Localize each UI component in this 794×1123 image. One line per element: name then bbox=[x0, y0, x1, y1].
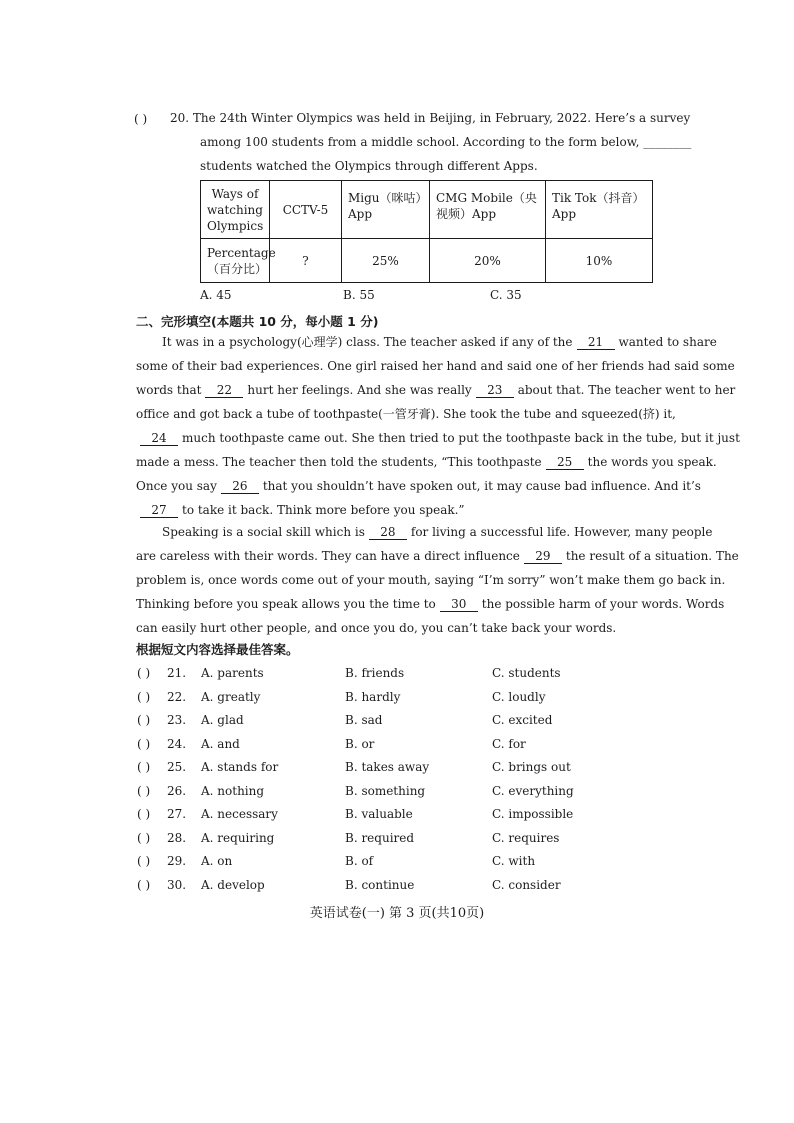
passage-text: It was in a psychology(心理学) class. The teacher asked if any of the bbox=[162, 335, 573, 349]
passage-text: the possible harm of your words. Words bbox=[481, 597, 725, 611]
option-c[interactable]: C. everything bbox=[492, 783, 574, 798]
question-number: 27. bbox=[167, 807, 187, 821]
table-header-cell: Tik Tok（抖音）App bbox=[546, 181, 653, 239]
table-header-row bbox=[201, 181, 653, 239]
passage-line bbox=[136, 548, 739, 564]
option-c[interactable]: C. for bbox=[492, 736, 526, 751]
q20-option-a[interactable]: A. 45 bbox=[200, 288, 232, 302]
answer-paren[interactable]: ( ) bbox=[137, 807, 151, 821]
passage-line bbox=[136, 478, 701, 494]
answer-paren[interactable]: ( ) bbox=[137, 666, 151, 680]
option-c[interactable]: C. requires bbox=[492, 830, 560, 845]
answer-paren[interactable]: ( ) bbox=[137, 760, 151, 774]
question-number: 29. bbox=[167, 854, 187, 868]
option-a[interactable]: A. stands for bbox=[201, 760, 279, 774]
answer-paren[interactable]: ( ) bbox=[137, 854, 151, 868]
table-row-label: Percentage（百分比） bbox=[201, 239, 270, 283]
option-b[interactable]: B. takes away bbox=[345, 760, 430, 774]
option-a[interactable]: A. parents bbox=[201, 666, 264, 680]
option-c[interactable]: C. consider bbox=[492, 877, 561, 892]
choice-row bbox=[137, 806, 587, 822]
question-number: 25. bbox=[167, 760, 187, 774]
blank-30[interactable]: 30 bbox=[440, 598, 478, 612]
option-a[interactable]: A. develop bbox=[201, 877, 265, 892]
passage-line bbox=[136, 572, 726, 588]
question-number: 26. bbox=[167, 783, 187, 798]
blank-21[interactable]: 21 bbox=[577, 336, 615, 350]
choice-row bbox=[137, 689, 587, 705]
choice-row bbox=[137, 783, 587, 799]
passage-line bbox=[136, 406, 676, 422]
passage-text: much toothpaste came out. She then tried to put the toothpaste back in the tube, but it just bbox=[182, 431, 740, 445]
blank-23[interactable]: 23 bbox=[476, 384, 514, 398]
question-number: 21. bbox=[167, 666, 187, 680]
passage-text: Once you say bbox=[136, 479, 217, 493]
passage-line bbox=[162, 334, 717, 350]
choice-row bbox=[137, 736, 587, 752]
table-cell: 20% bbox=[430, 239, 546, 283]
option-a[interactable]: A. and bbox=[201, 736, 240, 751]
answer-paren[interactable]: ( ) bbox=[137, 736, 151, 751]
option-c[interactable]: C. with bbox=[492, 854, 536, 868]
blank-22[interactable]: 22 bbox=[205, 384, 243, 398]
option-a[interactable]: A. on bbox=[201, 854, 233, 868]
passage-text: problem is, once words come out of your mouth, saying “I’m sorry” won’t make them go back in. bbox=[136, 573, 726, 587]
option-b[interactable]: B. sad bbox=[345, 713, 383, 727]
passage-text: that you shouldn’t have spoken out, it may cause bad influence. And it’s bbox=[262, 479, 701, 493]
passage-text: to take it back. Think more before you speak.” bbox=[182, 503, 465, 517]
passage-line bbox=[136, 454, 717, 470]
q20-line-3: students watched the Olympics through different Apps. bbox=[200, 159, 538, 173]
q20-line-1: 20. The 24th Winter Olympics was held in Beijing, in February, 2022. Here’s a survey bbox=[170, 111, 691, 125]
passage-line bbox=[162, 524, 713, 540]
option-a[interactable]: A. glad bbox=[201, 713, 244, 727]
instruction-heading: 根据短文内容选择最佳答案。 bbox=[136, 642, 299, 657]
question-number: 22. bbox=[167, 689, 187, 704]
passage-text: wanted to share bbox=[618, 335, 717, 349]
blank-28[interactable]: 28 bbox=[369, 526, 407, 540]
passage-line bbox=[136, 358, 735, 374]
question-number: 30. bbox=[167, 877, 187, 892]
passage-line bbox=[136, 596, 725, 612]
blank-25[interactable]: 25 bbox=[546, 456, 584, 470]
blank-24[interactable]: 24 bbox=[140, 432, 178, 446]
question-number: 28. bbox=[167, 830, 187, 845]
page-footer: 英语试卷(一) 第 3 页(共10页) bbox=[309, 906, 485, 921]
passage-text: for living a successful life. However, many people bbox=[410, 525, 713, 539]
table-cell: 10% bbox=[546, 239, 653, 283]
answer-paren[interactable]: ( ) bbox=[137, 713, 151, 727]
passage-text: can easily hurt other people, and once you do, you can’t take back your words. bbox=[136, 621, 617, 635]
q20-line-2: among 100 students from a middle school. According to the form below, ________ bbox=[200, 135, 692, 149]
q20-option-b[interactable]: B. 55 bbox=[343, 288, 375, 302]
passage-line bbox=[136, 620, 653, 636]
choice-row bbox=[137, 665, 587, 681]
option-b[interactable]: B. friends bbox=[345, 666, 405, 680]
option-b[interactable]: B. valuable bbox=[345, 807, 413, 821]
choice-row bbox=[137, 830, 587, 846]
option-b[interactable]: B. of bbox=[345, 854, 374, 868]
answer-paren[interactable]: ( ) bbox=[137, 689, 151, 704]
passage-text: Thinking before you speak allows you the time to bbox=[136, 597, 436, 611]
option-a[interactable]: A. greatly bbox=[201, 689, 261, 704]
option-b[interactable]: B. continue bbox=[345, 877, 415, 892]
passage-text: the result of a situation. The bbox=[565, 549, 739, 563]
option-b[interactable]: B. hardly bbox=[345, 689, 401, 704]
passage-text: office and got back a tube of toothpaste(一管牙膏). She took the tube and squeezed(挤) it, bbox=[136, 407, 676, 421]
passage-text: words that bbox=[136, 383, 202, 397]
choice-row bbox=[137, 877, 587, 893]
passage-text: about that. The teacher went to her bbox=[517, 383, 736, 397]
section-heading: 二、完形填空(本题共 10 分，每小题 1 分) bbox=[136, 314, 379, 329]
option-b[interactable]: B. required bbox=[345, 830, 415, 845]
option-b[interactable]: B. or bbox=[345, 736, 375, 751]
passage-line bbox=[136, 382, 736, 398]
table-header-cell: Migu（咪咕）App bbox=[342, 181, 430, 239]
option-c[interactable]: C. loudly bbox=[492, 689, 546, 704]
option-c[interactable]: C. brings out bbox=[492, 760, 571, 774]
choice-row bbox=[137, 853, 587, 869]
answer-paren-20[interactable]: ( ) bbox=[134, 112, 148, 126]
option-c[interactable]: C. impossible bbox=[492, 807, 574, 821]
passage-text: Speaking is a social skill which is bbox=[162, 525, 365, 539]
table-header-cell: CMG Mobile（央视频）App bbox=[430, 181, 546, 239]
q20-option-c[interactable]: C. 35 bbox=[490, 288, 522, 302]
answer-paren[interactable]: ( ) bbox=[137, 830, 151, 845]
choice-row bbox=[137, 759, 587, 775]
passage-text: the words you speak. bbox=[587, 455, 717, 469]
answer-paren[interactable]: ( ) bbox=[137, 877, 151, 892]
table-header-cell: Ways of watching Olympics bbox=[201, 181, 270, 239]
option-c[interactable]: C. students bbox=[492, 666, 561, 680]
table-header-cell: CCTV-5 bbox=[270, 181, 342, 239]
passage-text: made a mess. The teacher then told the students, “This toothpaste bbox=[136, 455, 542, 469]
passage-line bbox=[136, 502, 653, 518]
table-row bbox=[201, 239, 653, 283]
option-c[interactable]: C. excited bbox=[492, 713, 553, 727]
table-cell: 25% bbox=[342, 239, 430, 283]
option-b[interactable]: B. something bbox=[345, 783, 426, 798]
survey-table bbox=[200, 180, 653, 283]
option-a[interactable]: A. nothing bbox=[201, 783, 265, 798]
passage-text: hurt her feelings. And she was really bbox=[247, 383, 472, 397]
question-number: 23. bbox=[167, 713, 187, 727]
option-a[interactable]: A. requiring bbox=[201, 830, 275, 845]
blank-27[interactable]: 27 bbox=[140, 504, 178, 518]
blank-26[interactable]: 26 bbox=[221, 480, 259, 494]
passage-text: some of their bad experiences. One girl raised her hand and said one of her friends had said some bbox=[136, 359, 735, 373]
passage-text: are careless with their words. They can have a direct influence bbox=[136, 549, 520, 563]
passage-line bbox=[136, 430, 740, 446]
blank-29[interactable]: 29 bbox=[524, 550, 562, 564]
answer-paren[interactable]: ( ) bbox=[137, 783, 151, 798]
question-number: 24. bbox=[167, 736, 187, 751]
choice-row bbox=[137, 712, 587, 728]
option-a[interactable]: A. necessary bbox=[201, 807, 278, 821]
table-cell: ? bbox=[270, 239, 342, 283]
